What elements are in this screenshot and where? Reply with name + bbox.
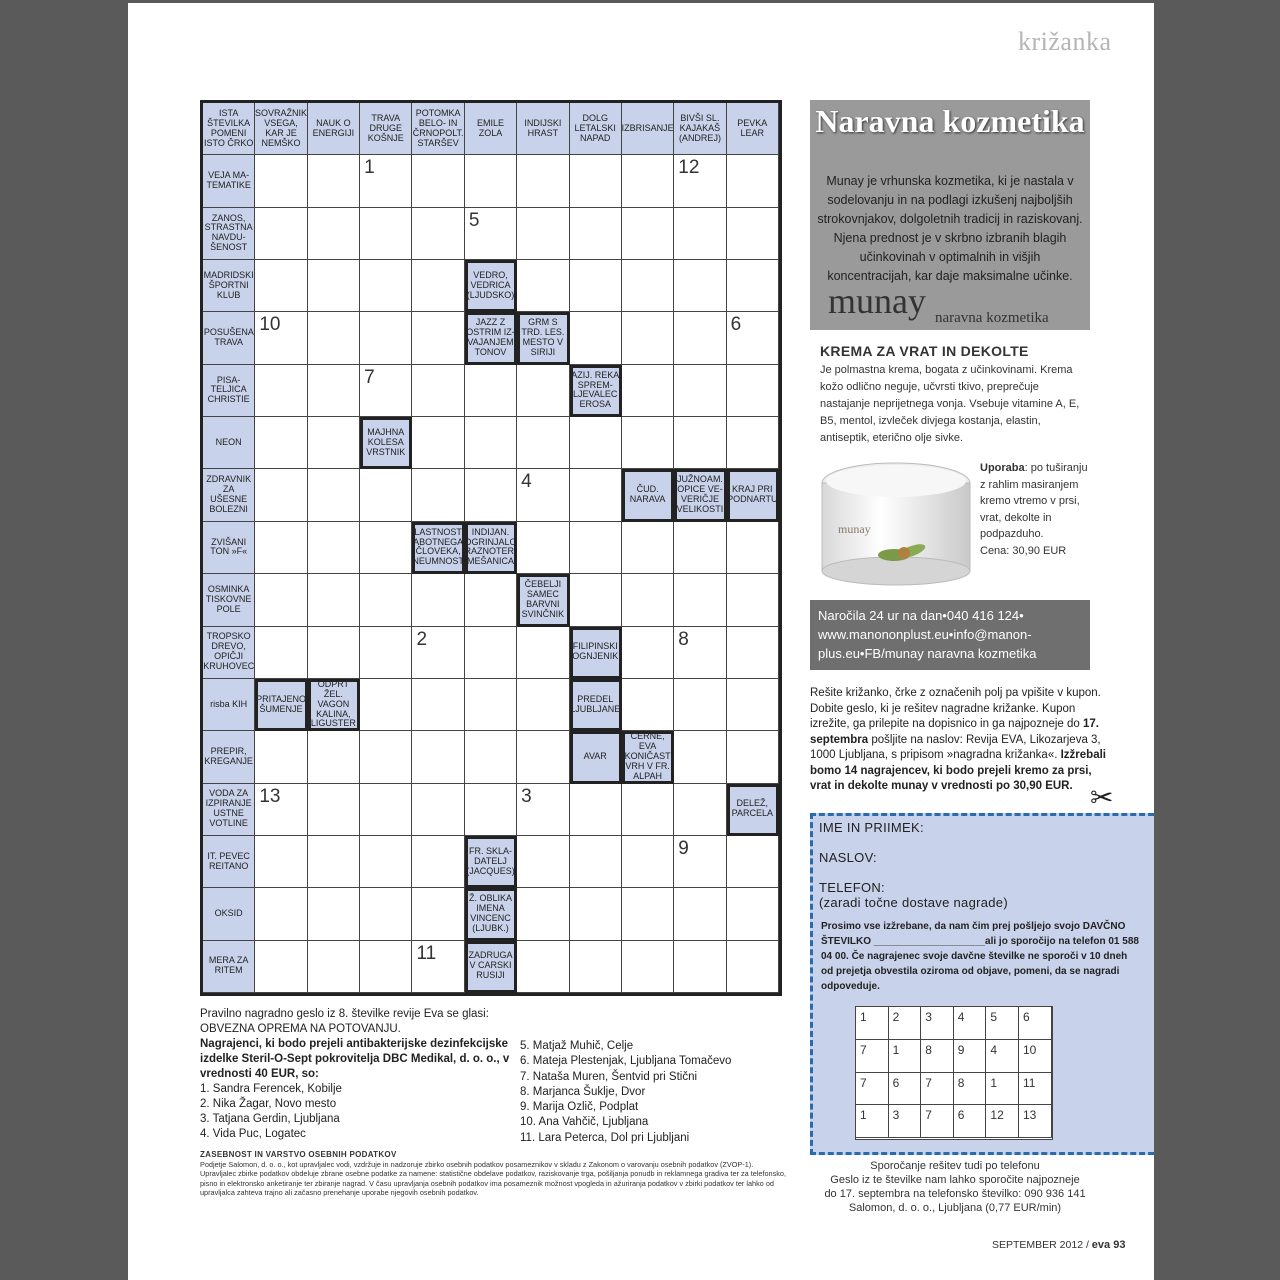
- clue-cell: SOVRAŽNIK VSEGA, KAR JE NEMŠKO: [255, 103, 307, 155]
- answer-cell[interactable]: [360, 627, 412, 679]
- answer-cell[interactable]: [308, 627, 360, 679]
- answer-cell[interactable]: [674, 941, 726, 993]
- answer-cell[interactable]: [412, 469, 464, 521]
- privacy-title: ZASEBNOST IN VARSTVO OSEBNIH PODATKOV: [200, 1150, 397, 1159]
- answer-cell[interactable]: [674, 417, 726, 469]
- solution-cell[interactable]: 7: [921, 1105, 954, 1138]
- answer-cell[interactable]: [465, 574, 517, 626]
- answer-cell[interactable]: [727, 941, 779, 993]
- clue-cell: JAZZ Z OSTRIM IZ-VAJANJEM TONOV: [465, 312, 517, 364]
- clue-cell: NAUK O ENERGIJI: [308, 103, 360, 155]
- jar-brand: munay: [838, 522, 871, 536]
- solution-cell[interactable]: 1: [889, 1040, 922, 1073]
- contest-instructions: Rešite križanko, črke z označenih polj pa vpišite v kupon. Dobite geslo, ki je rešitev nagradne križanke. Kupon izrežite, ga prilepite na dopisnico in ga najpozneje do 17. septembra pošljite na naslov: Revija EVA, Likozarjeva 3, 1000 Ljubljana, s pripisom »nagradna križanka«. Izžrebali bomo 14 nagrajencev, ki bodo prejeli kremo za prsi, vrat in dekolte munay v vrednosti po 30,90 EUR.: [810, 687, 1106, 792]
- answer-cell[interactable]: [308, 836, 360, 888]
- answer-cell[interactable]: [308, 417, 360, 469]
- answer-cell[interactable]: [308, 522, 360, 574]
- answer-cell[interactable]: [570, 522, 622, 574]
- answer-cell[interactable]: [255, 365, 307, 417]
- cell-number: 12: [678, 157, 700, 179]
- entry-coupon: [810, 813, 1154, 1155]
- clue-cell: NEON: [203, 417, 255, 469]
- answer-cell[interactable]: [517, 260, 569, 312]
- product-title: KREMA ZA VRAT IN DEKOLTE: [820, 343, 1029, 359]
- clue-cell: KRAJ PRI PODNARTU: [727, 469, 779, 521]
- solution-cell[interactable]: 7: [856, 1040, 889, 1073]
- answer-cell[interactable]: [360, 941, 412, 993]
- brand-logo: munay: [828, 281, 926, 321]
- answer-cell[interactable]: [517, 365, 569, 417]
- answer-cell[interactable]: [570, 312, 622, 364]
- answer-cell[interactable]: [465, 679, 517, 731]
- answer-cell[interactable]: [517, 784, 569, 836]
- clue-cell: INDIJSKI HRAST: [517, 103, 569, 155]
- answer-cell[interactable]: [255, 417, 307, 469]
- clue-cell: IZBRISANJE: [622, 103, 674, 155]
- answer-cell[interactable]: [255, 155, 307, 207]
- solution-cell[interactable]: 11: [1019, 1073, 1052, 1106]
- clue-cell: FILIPINSKI OGNJENIK: [570, 627, 622, 679]
- answer-cell[interactable]: [727, 260, 779, 312]
- answer-cell[interactable]: [308, 312, 360, 364]
- clue-cell: MERA ZA RITEM: [203, 941, 255, 993]
- answer-cell[interactable]: [412, 679, 464, 731]
- answer-cell[interactable]: [727, 208, 779, 260]
- winner-item: 3. Tatjana Gerdin, Ljubljana: [200, 1113, 340, 1125]
- winner-item: 5. Matjaž Muhič, Celje: [520, 1040, 634, 1052]
- answer-cell[interactable]: [465, 731, 517, 783]
- answer-cell[interactable]: [622, 365, 674, 417]
- winner-item: 9. Marija Ozlič, Podplat: [520, 1101, 639, 1114]
- answer-cell[interactable]: [255, 208, 307, 260]
- answer-cell[interactable]: [622, 627, 674, 679]
- winner-item: 11. Lara Peterca, Dol pri Ljubljani: [520, 1131, 690, 1144]
- clue-cell: DOLG LETALSKI NAPAD: [570, 103, 622, 155]
- answer-cell[interactable]: [465, 469, 517, 521]
- clue-cell: PREDEL LJUBLJANE: [570, 679, 622, 731]
- address-field-label: NASLOV:: [819, 850, 877, 865]
- cell-number: 3: [521, 785, 532, 807]
- answer-cell[interactable]: [308, 888, 360, 940]
- answer-cell[interactable]: [360, 208, 412, 260]
- crossword-grid: [200, 100, 782, 996]
- answer-cell[interactable]: [622, 941, 674, 993]
- clue-cell: Ž. OBLIKA IMENA VINCENC (LJUBK.): [465, 888, 517, 940]
- answer-cell[interactable]: [412, 784, 464, 836]
- answer-cell[interactable]: [360, 365, 412, 417]
- cell-number: 8: [678, 628, 689, 650]
- clue-cell: VEDRO, VEDRICA (LJUDSKO): [465, 260, 517, 312]
- answer-cell[interactable]: [622, 836, 674, 888]
- answer-cell[interactable]: [465, 155, 517, 207]
- answer-cell[interactable]: [727, 417, 779, 469]
- cream-jar-image: [816, 455, 976, 590]
- answer-cell[interactable]: [360, 155, 412, 207]
- answer-cell[interactable]: [727, 731, 779, 783]
- answer-cell[interactable]: [308, 731, 360, 783]
- answer-cell[interactable]: [360, 312, 412, 364]
- cell-number: 11: [416, 942, 437, 964]
- answer-cell[interactable]: [308, 260, 360, 312]
- solution-cell[interactable]: 7: [856, 1073, 889, 1106]
- cell-number: 13: [259, 785, 281, 807]
- phone-field-label: TELEFON:: [819, 880, 885, 895]
- answer-cell[interactable]: [622, 260, 674, 312]
- solution-cell[interactable]: 13: [1019, 1105, 1052, 1138]
- solution-cell[interactable]: 12: [986, 1105, 1019, 1138]
- answer-cell[interactable]: [517, 522, 569, 574]
- answer-cell[interactable]: [622, 155, 674, 207]
- clue-cell: ČUD. NARAVA: [622, 469, 674, 521]
- winner-item: 1. Sandra Ferencek, Kobilje: [200, 1083, 342, 1095]
- clue-cell: VEJA MA-TEMATIKE: [203, 155, 255, 207]
- privacy-text: Podjetje Salomon, d. o. o., kot upravljalec vodi, vzdržuje in nadzoruje zbirko osebnih podatkov posameznikov v skladu z Zakonom o varovanju osebnih podatkov (ZVOP-1). Upravljalec zbirke podatkov obdeluje zbrane osebne podatke za namene: statistične obdelave podatkov, raziskovanje trga, pošiljanja ponudb in reklamnega gradiva ter za telefonsko, pisno in elektronsko anketiranje ter zbiranje nagrad. V času upravljanja osebnih podatkov ima posameznik možnost vpogleda in ažuriranja podatkov v zbirki podatkov ter lahko od upravljalca zahteva trajno ali začasno prenehanje uporabe njegovih osebnih podatkov.: [200, 1159, 787, 1198]
- privacy-notice: [200, 1150, 790, 1198]
- answer-cell[interactable]: [727, 888, 779, 940]
- solution-cell[interactable]: 8: [921, 1040, 954, 1073]
- answer-cell[interactable]: [255, 312, 307, 364]
- solution-cell[interactable]: 1: [856, 1105, 889, 1138]
- clue-cell: AVAR: [570, 731, 622, 783]
- answer-cell[interactable]: [727, 627, 779, 679]
- clue-cell: ČEBELJI SAMEC BARVNI SVINČNIK: [517, 574, 569, 626]
- solution-cell[interactable]: 5: [986, 1007, 1019, 1040]
- answer-cell[interactable]: [570, 208, 622, 260]
- answer-cell[interactable]: [412, 574, 464, 626]
- clue-cell: JUŽNOAM. OPICE VE-VERIČJE VELIKOSTI: [674, 469, 726, 521]
- answer-cell[interactable]: [727, 836, 779, 888]
- answer-cell[interactable]: [360, 888, 412, 940]
- clue-cell: MADRIDSKI ŠPORTNI KLUB: [203, 260, 255, 312]
- order-info: [810, 600, 1090, 670]
- answer-cell[interactable]: [412, 627, 464, 679]
- clue-cell: POSUŠENA TRAVA: [203, 312, 255, 364]
- answer-cell[interactable]: [622, 574, 674, 626]
- answer-cell[interactable]: [308, 941, 360, 993]
- name-field-label: IME IN PRIIMEK:: [819, 820, 924, 835]
- answer-cell[interactable]: [622, 522, 674, 574]
- solution-cell[interactable]: 6: [1019, 1007, 1052, 1040]
- answer-solution: OBVEZNA OPREMA NA POTOVANJU.: [200, 1023, 401, 1035]
- phone-field-note: (zaradi točne dostave nagrade): [819, 895, 1008, 910]
- product-description: Je polmastna krema, bogata z učinkovinami. Krema kožo odlično neguje, učvrsti tkivo, preprečuje nastajanje neprijetnega vonja. Vsebuje vitamine A, E, B5, mentol, izvleček divjega kostanja, elastin, antiseptik, eterično olje sivke.: [820, 364, 1080, 444]
- answer-cell[interactable]: [674, 365, 726, 417]
- clue-cell: risba KIH: [203, 679, 255, 731]
- clue-cell: INDIJAN. OGRINJALO RAZNOTER. MEŠANICA: [465, 522, 517, 574]
- usage-text: Uporaba: po tuširanju z rahlim masiranjem kremo vtremo v prsi, vrat, dekolte in podpazduho. Cena: 30,90 EUR: [980, 462, 1088, 557]
- ad-header-panel: [810, 100, 1090, 330]
- answer-cell[interactable]: [674, 731, 726, 783]
- answer-cell[interactable]: [674, 574, 726, 626]
- solution-cell[interactable]: 6: [954, 1105, 987, 1138]
- answer-cell[interactable]: [465, 417, 517, 469]
- tax-number-note: Prosimo vse izžrebane, da nam čim prej pošljejo svojo DAVČNO ŠTEVILKO ____________________ali jo sporočijo na telefon 01 588 04 00. Če nagrajenec svoje davčne številke ne sporoči v 10 dneh od prejetja obvestila oziroma od objave, pomeni, da se nagradi odpoveduje.: [821, 921, 1139, 992]
- solution-cell[interactable]: 4: [986, 1040, 1019, 1073]
- answer-cell[interactable]: [570, 784, 622, 836]
- answer-cell[interactable]: [308, 784, 360, 836]
- answer-cell[interactable]: [517, 941, 569, 993]
- clue-cell: EMILE ZOLA: [465, 103, 517, 155]
- answer-cell[interactable]: [727, 312, 779, 364]
- winners-intro: Nagrajenci, ki bodo prejeli antibakterijske dezinfekcijske izdelke Steril-O-Sept pokrovitelja DBC Medikal, d. o. o., v vrednosti 40 EUR, so:: [200, 1038, 510, 1080]
- cell-number: 2: [416, 628, 428, 650]
- clue-cell: PRITAJENO ŠUMENJE: [255, 679, 307, 731]
- answer-intro: Pravilno nagradno geslo iz 8. številke revije Eva se glasi:: [200, 1008, 489, 1020]
- clue-cell: DELEŽ, PARCELA: [727, 784, 779, 836]
- answer-cell[interactable]: [412, 260, 464, 312]
- solution-cell[interactable]: 2: [889, 1007, 922, 1040]
- answer-cell[interactable]: [622, 679, 674, 731]
- winners-list-left: [200, 1082, 520, 1142]
- answer-cell[interactable]: [622, 208, 674, 260]
- answer-cell[interactable]: [360, 522, 412, 574]
- answer-cell[interactable]: [517, 888, 569, 940]
- answer-cell[interactable]: [360, 731, 412, 783]
- answer-cell[interactable]: [517, 679, 569, 731]
- answer-cell[interactable]: [674, 522, 726, 574]
- answer-cell[interactable]: [517, 208, 569, 260]
- solution-grid: [855, 1006, 1053, 1140]
- answer-cell[interactable]: [360, 260, 412, 312]
- clue-cell: OSMINKA TISKOVNE POLE: [203, 574, 255, 626]
- answer-cell[interactable]: [674, 260, 726, 312]
- answer-cell[interactable]: [570, 260, 622, 312]
- magazine-page: [128, 3, 1154, 1280]
- clue-cell: PEVKA LEAR: [727, 103, 779, 155]
- answer-cell[interactable]: [255, 260, 307, 312]
- order-line: Naročila 24 ur na dan•040 416 124•: [818, 608, 1024, 623]
- clue-cell: MAJHNA KOLESA VRSTNIK: [360, 417, 412, 469]
- answer-cell[interactable]: [308, 469, 360, 521]
- answer-cell[interactable]: [465, 627, 517, 679]
- winner-item: 6. Mateja Plestenjak, Ljubljana Tomačevo: [520, 1055, 732, 1068]
- ad-description: Munay je vrhunska kozmetika, ki je nastala v sodelovanju in na podlagi izkušenj najboljših strokovnjakov, dolgoletnih tradicij in raziskovanj. Njena prednost je v skrbno izbranih blagih učinkovinah v optimalnih in višjih koncentracijah, kar daje maksimalne učinke.: [817, 174, 1083, 283]
- answer-cell[interactable]: [674, 627, 726, 679]
- answer-cell[interactable]: [570, 469, 622, 521]
- cell-number: 1: [364, 157, 375, 179]
- clue-cell: BIVŠI SL. KAJAKAŠ (ANDREJ): [674, 103, 726, 155]
- answer-cell[interactable]: [360, 469, 412, 521]
- clue-cell: ODPRT ŽEL. VAGON KALINA, LIGUSTER: [308, 679, 360, 731]
- answer-cell[interactable]: [255, 784, 307, 836]
- solution-cell[interactable]: 6: [889, 1073, 922, 1106]
- answer-cell[interactable]: [308, 365, 360, 417]
- clue-cell: AZIJ. REKA SPREM-LJEVALEC EROSA: [570, 365, 622, 417]
- winners-list-right: [520, 1039, 780, 1146]
- answer-cell[interactable]: [570, 417, 622, 469]
- answer-cell[interactable]: [570, 888, 622, 940]
- answer-cell[interactable]: [727, 679, 779, 731]
- answer-cell[interactable]: [674, 312, 726, 364]
- answer-cell[interactable]: [360, 574, 412, 626]
- answer-cell[interactable]: [255, 731, 307, 783]
- answer-cell[interactable]: [308, 574, 360, 626]
- answer-cell[interactable]: [727, 522, 779, 574]
- answer-cell[interactable]: [570, 941, 622, 993]
- answer-cell[interactable]: [517, 469, 569, 521]
- clue-cell: ČERNE, EVA KONIČAST VRH V FR. ALPAH: [622, 731, 674, 783]
- answer-cell[interactable]: [412, 731, 464, 783]
- clue-cell: PISA-TELJICA CHRISTIE: [203, 365, 255, 417]
- solution-cell[interactable]: 1: [856, 1007, 889, 1040]
- answer-cell[interactable]: [360, 679, 412, 731]
- answer-cell[interactable]: [412, 208, 464, 260]
- cell-number: 10: [259, 314, 281, 336]
- answer-cell[interactable]: [674, 888, 726, 940]
- clue-cell: TRAVA DRUGE KOŠNJE: [360, 103, 412, 155]
- answer-cell[interactable]: [517, 155, 569, 207]
- answer-cell[interactable]: [674, 208, 726, 260]
- answer-cell[interactable]: [727, 574, 779, 626]
- winner-item: 7. Nataša Muren, Šentvid pri Stični: [520, 1070, 698, 1083]
- answer-cell[interactable]: [360, 836, 412, 888]
- winner-item: 10. Ana Vahčič, Ljubljana: [520, 1116, 649, 1129]
- scissors-icon: ✂: [1090, 782, 1114, 813]
- answer-cell[interactable]: [517, 627, 569, 679]
- answer-cell[interactable]: [517, 731, 569, 783]
- clue-cell: LASTNOST ABOTNEGA ČLOVEKA, NEUMNOST: [412, 522, 464, 574]
- clue-cell: VODA ZA IZPIRANJE USTNE VOTLINE: [203, 784, 255, 836]
- clue-cell: FR. SKLA-DATELJ (JACQUES): [465, 836, 517, 888]
- solution-cell[interactable]: 3: [921, 1007, 954, 1040]
- answer-cell[interactable]: [255, 522, 307, 574]
- answer-cell[interactable]: [255, 574, 307, 626]
- answer-cell[interactable]: [412, 365, 464, 417]
- answer-cell[interactable]: [727, 365, 779, 417]
- clue-cell: ZDRAVNIK ZA UŠESNE BOLEZNI: [203, 469, 255, 521]
- cell-number: 6: [730, 314, 742, 336]
- ad-title: Naravna kozmetika: [815, 103, 1085, 139]
- answer-cell[interactable]: [412, 417, 464, 469]
- solution-cell[interactable]: 9: [954, 1040, 987, 1073]
- answer-cell[interactable]: [570, 155, 622, 207]
- solution-cell[interactable]: 3: [889, 1105, 922, 1138]
- section-tag: križanka: [1018, 27, 1112, 56]
- clue-cell: IT. PEVEC REITANO: [203, 836, 255, 888]
- cell-number: 9: [678, 837, 689, 859]
- phone-submission-note: Sporočanje rešitev tudi po telefonu Geslo iz te številke nam lahko sporočite najpozneje do 17. septembra na telefonsko številko: 090 936 141 Salomon, d. o. o., Ljubljana (0,77 EUR/min): [824, 1160, 1086, 1214]
- clue-cell: PREPIR, KREGANJE: [203, 731, 255, 783]
- answer-cell[interactable]: [255, 836, 307, 888]
- answer-cell[interactable]: [727, 155, 779, 207]
- cell-number: 5: [468, 209, 480, 231]
- answer-cell[interactable]: [622, 312, 674, 364]
- answer-cell[interactable]: [674, 679, 726, 731]
- solution-cell[interactable]: 8: [954, 1073, 987, 1106]
- answer-cell[interactable]: [412, 312, 464, 364]
- answer-cell[interactable]: [674, 155, 726, 207]
- answer-cell[interactable]: [255, 941, 307, 993]
- answer-cell[interactable]: [674, 784, 726, 836]
- answer-cell[interactable]: [622, 888, 674, 940]
- answer-cell[interactable]: [412, 941, 464, 993]
- answer-cell[interactable]: [517, 836, 569, 888]
- answer-cell[interactable]: [517, 417, 569, 469]
- clue-cell: TROPSKO DREVO, OPIČJI KRUHOVEC: [203, 627, 255, 679]
- answer-cell[interactable]: [465, 208, 517, 260]
- answer-cell[interactable]: [255, 469, 307, 521]
- advertisement: [810, 100, 1090, 670]
- answer-cell[interactable]: [255, 627, 307, 679]
- answer-cell[interactable]: [622, 784, 674, 836]
- order-line: www.manononplust.eu•info@manon-: [818, 627, 1032, 642]
- answer-cell[interactable]: [570, 574, 622, 626]
- winner-item: 4. Vida Puc, Logatec: [200, 1128, 306, 1140]
- answer-cell[interactable]: [465, 365, 517, 417]
- answer-cell[interactable]: [674, 836, 726, 888]
- answer-cell[interactable]: [622, 417, 674, 469]
- winner-item: 2. Nika Žagar, Novo mesto: [200, 1098, 337, 1110]
- solution-cell[interactable]: 10: [1019, 1040, 1052, 1073]
- clue-cell: OKSID: [203, 888, 255, 940]
- order-line: plus.eu•FB/munay naravna kozmetika: [818, 646, 1037, 661]
- answer-cell[interactable]: [412, 888, 464, 940]
- solution-cell[interactable]: 4: [954, 1007, 987, 1040]
- cell-number: 4: [521, 471, 532, 493]
- clue-cell: ISTA ŠTEVILKA POMENI ISTO ČRKO: [203, 103, 255, 155]
- answer-cell[interactable]: [412, 836, 464, 888]
- clue-cell: GRM S TRD. LES. MESTO V SIRIJI: [517, 312, 569, 364]
- solution-cell[interactable]: 1: [986, 1073, 1019, 1106]
- clue-cell: POTOMKA BELO- IN ČRNOPOLT. STARŠEV: [412, 103, 464, 155]
- answer-cell[interactable]: [308, 208, 360, 260]
- clue-cell: ZANOS, STRASTNA NAVDU-ŠENOST: [203, 208, 255, 260]
- cell-number: 7: [364, 366, 375, 388]
- solution-cell[interactable]: 7: [921, 1073, 954, 1106]
- answer-cell[interactable]: [360, 784, 412, 836]
- clue-cell: ZADRUGA V CARSKI RUSIJI: [465, 941, 517, 993]
- clue-cell: ZVIŠANI TON »F«: [203, 522, 255, 574]
- answer-cell[interactable]: [308, 155, 360, 207]
- page-footer: SEPTEMBER 2012 / eva 93: [992, 1239, 1126, 1251]
- answer-cell[interactable]: [465, 784, 517, 836]
- answer-cell[interactable]: [255, 888, 307, 940]
- winner-item: 8. Marjanca Šuklje, Dvor: [520, 1085, 646, 1098]
- answer-cell[interactable]: [570, 836, 622, 888]
- previous-answer-block: [200, 1007, 520, 1142]
- brand-logo-subtitle: naravna kozmetika: [935, 310, 1049, 326]
- answer-cell[interactable]: [412, 155, 464, 207]
